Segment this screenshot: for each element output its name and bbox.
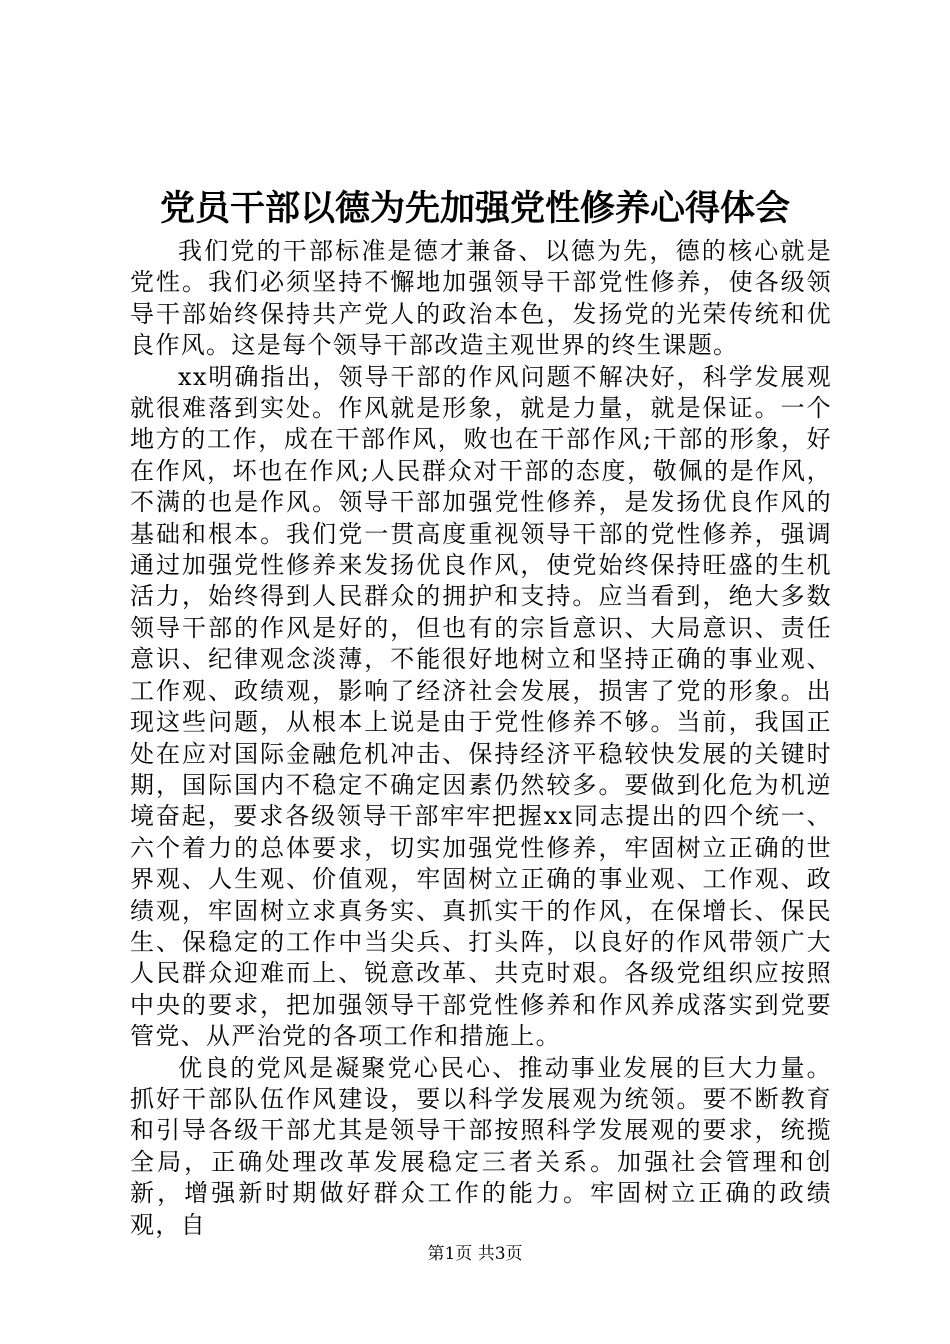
page-number-footer: 第1页 共3页 bbox=[427, 1244, 523, 1264]
paragraph-1: 我们党的干部标准是德才兼备、以德为先，德的核心就是党性。我们必须坚持不懈地加强领导干部党性修养，使各级领导干部始终保持共产党人的政治本色，发扬党的光荣传统和优良作风。这是每个领导干部改造主观世界的终生课题。 bbox=[130, 237, 832, 360]
paragraph-2: xx明确指出，领导干部的作风问题不解决好，科学发展观就很难落到实处。作风就是形象，就是力量，就是保证。一个地方的工作，成在干部作风，败也在干部作风;干部的形象，好在作风，坏也在作风;人民群众对干部的态度，敬佩的是作风，不满的也是作风。领导干部加强党性修养，是发扬优良作风的基础和根本。我们党一贯高度重视领导干部的党性修养，强调通过加强党性修养来发扬优良作风，使党始终保持旺盛的生机活力，始终得到人民群众的拥护和支持。应当看到，绝大多数领导干部的作风是好的，但也有的宗旨意识、大局意识、责任意识、纪律观念淡薄，不能很好地树立和坚持正确的事业观、工作观、政绩观，影响了经济社会发展，损害了党的形象。出现这些问题，从根本上说是由于党性修养不够。当前，我国正处在应对国际金融危机冲击、保持经济平稳较快发展的关键时期，国际国内不稳定不确定因素仍然较多。要做到化危为机逆境奋起，要求各级领导干部牢牢把握xx同志提出的四个统一、六个着力的总体要求，切实加强党性修养，牢固树立正确的世界观、人生观、价值观，牢固树立正确的事业观、工作观、政绩观，牢固树立求真务实、真抓实干的作风，在保增长、保民生、保稳定的工作中当尖兵、打头阵，以良好的作风带领广大人民群众迎难而上、锐意改革、共克时艰。各级党组织应按照中央的要求，把加强领导干部党性修养和作风养成落实到党要管党、从严治党的各项工作和措施上。 bbox=[130, 362, 832, 1051]
document-body bbox=[130, 236, 832, 1241]
document-title: 党员干部以德为先加强党性修养心得体会 bbox=[159, 188, 790, 229]
paragraph-3: 优良的党风是凝聚党心民心、推动事业发展的巨大力量。抓好干部队伍作风建设，要以科学发展观为统领。要不断教育和引导各级干部尤其是领导干部按照科学发展观的要求，统揽全局，正确处理改革发展稳定三者关系。加强社会管理和创新，增强新时期做好群众工作的能力。牢固树立正确的政绩观，自 bbox=[130, 1053, 832, 1239]
